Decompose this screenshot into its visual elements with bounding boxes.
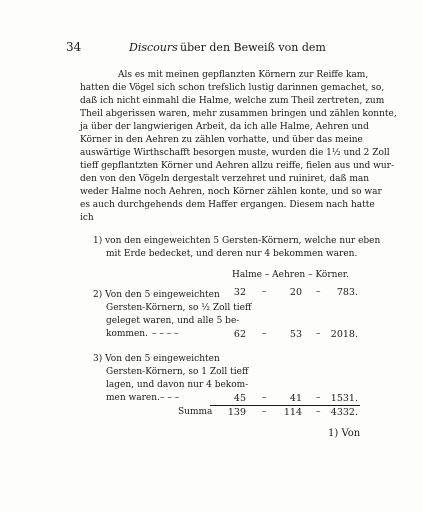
dash: –: [262, 329, 267, 339]
summa-koerner: 4332.: [330, 407, 358, 418]
row-2-halme: 62: [233, 329, 246, 340]
row-2-aehren: 53: [289, 329, 302, 340]
leader-dashes: – – – –: [152, 329, 179, 339]
item-2-line: geleget waren, und alle 5 be-: [106, 316, 240, 326]
dash: –: [316, 407, 321, 417]
item-1-line: 1) von den eingeweichten 5 Gersten-Körnern, welche nur eben: [93, 236, 381, 246]
leader-dashes: – – –: [160, 393, 180, 403]
paragraph-line: Körner in den Aehren zu zählen vorhatte, und über das meine: [80, 135, 363, 145]
page-number: 34: [66, 40, 82, 54]
paragraph-line: es auch durchgehends dem Haffer ergangen. Diesem nach hatte: [80, 200, 375, 210]
item-3-line: Gersten-Körnern, so 1 Zoll tieff: [106, 367, 249, 377]
item-3-line: 3) Von den 5 eingeweichten: [93, 354, 220, 364]
item-2-line: Gersten-Körnern, so ½ Zoll tieff: [106, 303, 252, 313]
paragraph-line: Theil abgerissen waren, mehr zusammen bringen und zählen konnte,: [80, 109, 397, 119]
paragraph-line: daß ich nicht einmahl die Halme, welche zum Theil zertreten, zum: [80, 96, 385, 106]
paragraph-line: ich: [80, 213, 94, 223]
item-2-line: kommen.: [106, 329, 148, 339]
paragraph-line: den von den Vögeln dergestalt verzehret und ruiniret, daß man: [80, 174, 370, 184]
item-3-line: men waren.: [106, 393, 160, 403]
paragraph-line: weder Halme noch Aehren, noch Körner zählen konte, und so war: [80, 187, 382, 197]
row-2-koerner: 2018.: [330, 329, 358, 340]
dash: –: [316, 393, 321, 403]
sum-rule: [210, 405, 360, 406]
table-header: Halme – Aehren – Körner.: [232, 270, 349, 280]
item-3-line: lagen, und davon nur 4 bekom-: [106, 380, 249, 390]
dash: –: [316, 329, 321, 339]
row-1-halme: 32: [233, 287, 246, 298]
row-3-koerner: 1531.: [330, 393, 358, 404]
summa-halme: 139: [227, 407, 246, 418]
catchword: 1) Von: [328, 428, 361, 439]
item-1-line: mit Erde bedecket, und deren nur 4 bekommen waren.: [106, 249, 358, 259]
dash: –: [262, 393, 267, 403]
paragraph-line: Als es mit meinen gepflanzten Körnern zur Reiffe kam,: [118, 70, 369, 80]
item-2-line: 2) Von den 5 eingeweichten: [93, 290, 220, 300]
paragraph-line: hatten die Vögel sich schon trefslich lustig darinnen gemachet, so,: [80, 83, 385, 93]
row-1-koerner: 783.: [336, 287, 358, 298]
dash: –: [316, 287, 321, 297]
paragraph-line: tieff gepflantzten Körner und Aehren allzu reiffe, fielen aus und wur-: [80, 161, 395, 171]
paragraph-line: ja über der langwierigen Arbeit, da ich alle Halme, Aehren und: [80, 122, 369, 132]
running-title: über den Beweiß von dem: [180, 41, 326, 54]
row-3-halme: 45: [233, 393, 246, 404]
summa-aehren: 114: [283, 407, 302, 418]
row-3-aehren: 41: [289, 393, 302, 404]
dash: –: [262, 407, 267, 417]
dash: –: [262, 287, 267, 297]
summa-label: Summa: [178, 407, 213, 417]
running-title-italic: Discours: [129, 41, 178, 54]
row-1-aehren: 20: [289, 287, 302, 298]
paragraph-line: auswärtige Wirthschafft besorgen muste, wurden die 1½ und 2 Zoll: [80, 148, 390, 158]
